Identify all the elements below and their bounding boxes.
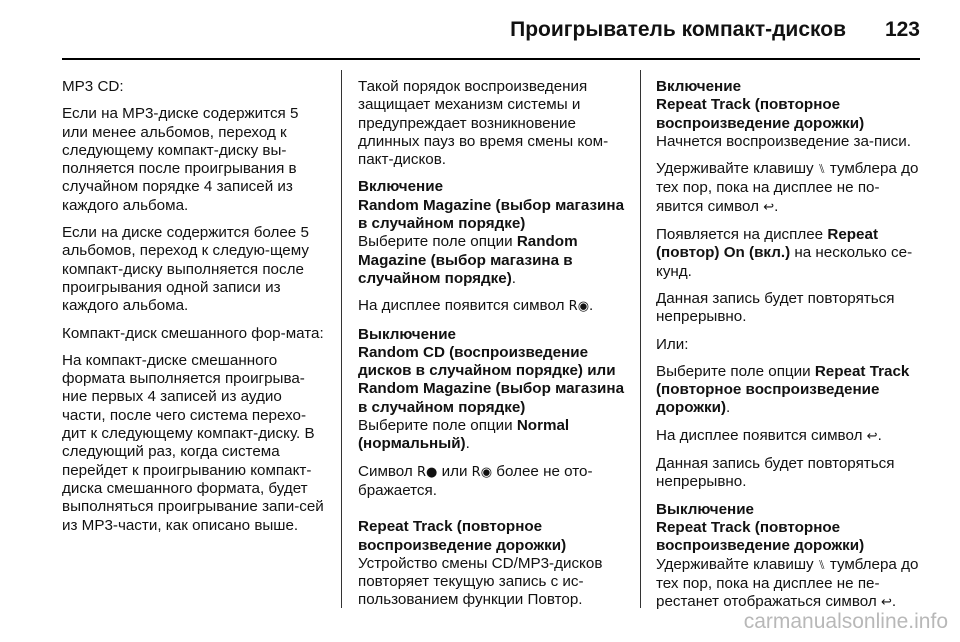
paragraph [358, 463, 630, 501]
section-subheading: Random CD (воспроизведение дисков в случайном порядке) или Random Magazine (выбор магазина в случайном порядке) [358, 343, 625, 416]
text: более не ото-бражается. [358, 462, 593, 499]
text: . [891, 593, 897, 611]
text: Удерживайте клавишу [656, 160, 818, 178]
text: . [726, 399, 731, 417]
text: . [465, 435, 470, 453]
option-name: Normal (нормальный) [358, 417, 570, 453]
section-heading-off: Выключение [358, 325, 456, 343]
section-heading-repeat: Repeat Track (повторное воспроизведение дорожки) [358, 518, 567, 554]
paragraph: Если на MP3-диске содержится 5 или менее альбомов, переход к следующему компакт-диску вы-полняется после проигрывания в случайном порядке 4 записей из каждого альбома. [62, 105, 299, 214]
text: Появляется на дисплее [656, 226, 828, 244]
paragraph [656, 427, 922, 446]
section-subheading: Repeat Track (повторное воспроизведение дорожки) [656, 518, 865, 555]
text: . [589, 297, 594, 315]
paragraph: Если на диске содержится более 5 альбомов, переход к следую-щему компакт-диску выполняется после проигрывания одной записи из каждого альбома. [62, 224, 309, 315]
column-1 [62, 78, 327, 544]
rocker-key-icon: ⑊ [817, 162, 826, 178]
random-cd-icon: R● [417, 464, 438, 480]
text: Выберите поле опции [656, 362, 815, 380]
text: На дисплее появится символ [656, 426, 867, 444]
text: тумблера до тех пор, пока на дисплее не пе-рестанет отображаться символ [656, 555, 919, 611]
paragraph [358, 297, 630, 316]
display-message: Repeat (повтор) On (вкл.) [656, 226, 879, 262]
text: Символ [358, 462, 417, 480]
text: . [511, 269, 517, 287]
paragraph [358, 417, 630, 454]
text: на несколько се-кунд. [656, 244, 913, 280]
page-header [62, 18, 920, 54]
paragraph: На компакт-диске смешанного формата выполняется проигрыва-ние первых 4 записей из аудио части, после чего система перехо-дит к следующему компакт-диску. В следующий раз, когда система перейдет к проигрыванию компакт-диска смешанного формата, будет выполняться проигрывание запи-сей из MP3-части, как описано выше. [62, 351, 324, 534]
text: . [774, 197, 779, 215]
column-3 [656, 78, 922, 621]
page-title: Проигрыватель компакт-дисков [510, 18, 846, 41]
section-subheading: Random Magazine (выбор магазина в случайном порядке) [358, 196, 625, 233]
column-2 [358, 78, 630, 619]
paragraph [656, 160, 922, 217]
text: тумблера до тех пор, пока на дисплее не по-явится символ [656, 160, 919, 215]
column-divider-1 [341, 70, 342, 608]
text: На дисплее появится символ [358, 297, 569, 315]
repeat-icon: ↩ [880, 595, 892, 611]
paragraph [656, 363, 922, 418]
paragraph [656, 556, 922, 613]
random-magazine-icon: R◉ [471, 464, 493, 480]
section-heading-off: Выключение [656, 500, 754, 518]
rocker-key-icon: ⑊ [817, 557, 826, 573]
paragraph [656, 226, 922, 281]
random-magazine-icon: R◉ [568, 299, 590, 315]
paragraph: Или: [656, 335, 689, 353]
paragraph: Начнется воспроизведение за-писи. [656, 132, 911, 150]
option-name: Random Magazine (выбор магазина в случайном порядке) [358, 233, 578, 287]
column-divider-2 [640, 70, 641, 608]
page-number: 123 [884, 18, 920, 41]
paragraph [358, 233, 630, 288]
repeat-icon: ↩ [866, 428, 878, 444]
text: или [437, 462, 472, 480]
mp3-cd-heading: MP3 CD: [62, 78, 124, 95]
paragraph: Данная запись будет повторяться непрерывно. [656, 289, 895, 326]
text: Выберите поле опции [358, 417, 517, 435]
paragraph: Компакт-диск смешанного фор-мата: [62, 324, 324, 342]
section-subheading: Repeat Track (повторное воспроизведение дорожки) [656, 96, 865, 132]
header-rule [62, 58, 920, 60]
option-name: Repeat Track (повторное воспроизведение дорожки) [656, 362, 910, 417]
paragraph: Устройство смены CD/MP3-дисков повторяет текущую запись с ис-пользованием функции Повтор. [358, 554, 603, 609]
section-heading-on: Включение [656, 78, 742, 95]
repeat-icon: ↩ [763, 199, 775, 215]
text: Удерживайте клавишу [656, 555, 818, 573]
paragraph: Данная запись будет повторяться непрерывно. [656, 455, 895, 491]
section-heading-on: Включение [358, 178, 444, 196]
paragraph: Такой порядок воспроизведения защищает механизм системы и предупреждает возникновение длинных пауз во время смены ком-пакт-дисков. [358, 78, 609, 169]
text: Выберите поле опции [358, 233, 517, 251]
text: . [877, 426, 882, 444]
watermark: carmanualsonline.info [743, 610, 948, 633]
